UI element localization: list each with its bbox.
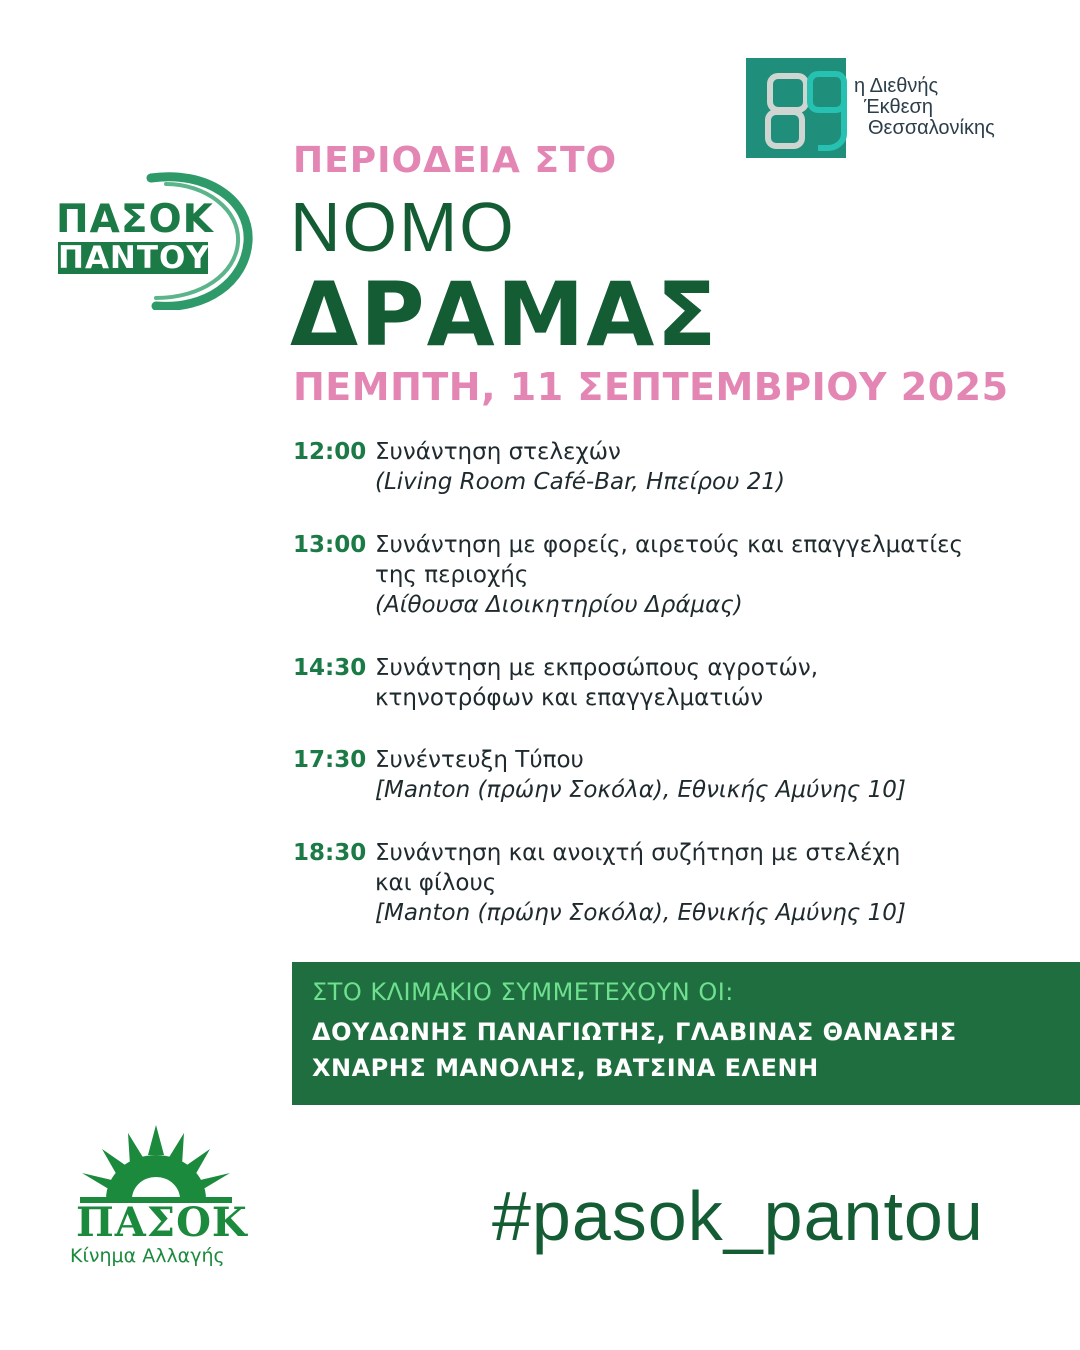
hashtag: #pasok_pantou bbox=[492, 1177, 984, 1255]
sun-icon bbox=[76, 1125, 236, 1203]
badge-line2: ΠΑΝΤΟΥ bbox=[58, 240, 210, 276]
tif-line1: η Διεθνής bbox=[854, 75, 939, 97]
event-title-cont: κτηνοτρόφων και επαγγελματιών bbox=[375, 685, 764, 711]
event-time: 12:00 bbox=[293, 439, 367, 465]
participants-names bbox=[312, 1014, 957, 1086]
event-time: 14:30 bbox=[293, 655, 367, 681]
event-time: 17:30 bbox=[293, 747, 367, 773]
participants-line2: ΧΝΑΡΗΣ ΜΑΝΟΛΗΣ, ΒΑΤΣΙΝΑ ΕΛΕΝΗ bbox=[312, 1054, 819, 1082]
pasok-logo bbox=[68, 1125, 248, 1275]
date-label: ΠΕΜΠΤΗ, 11 ΣΕΠΤΕΜΒΡΙΟΥ 2025 bbox=[293, 365, 1009, 409]
event-title: Συνάντηση με εκπροσώπους αγροτών, bbox=[375, 655, 819, 681]
pasok-pantou-badge bbox=[56, 170, 256, 310]
participants-heading: ΣΤΟ ΚΛΙΜΑΚΙΟ ΣΥΜΜΕΤΕΧΟΥΝ ΟΙ: bbox=[312, 978, 734, 1006]
region-label: ΝΟΜΟ bbox=[290, 188, 516, 266]
city-label: ΔΡΑΜΑΣ bbox=[290, 263, 719, 366]
event-title: Συνάντηση με φορείς, αιρετούς και επαγγελματίες bbox=[375, 532, 964, 558]
participants-box bbox=[292, 962, 1080, 1105]
event-title: Συνέντευξη Τύπου bbox=[375, 747, 584, 773]
event-location: [Manton (πρώην Σοκόλα), Εθνικής Αμύνης 10] bbox=[375, 900, 906, 926]
event-location: (Αίθουσα Διοικητηρίου Δράμας) bbox=[375, 592, 743, 618]
tif-line3: Θεσσαλονίκης bbox=[868, 117, 995, 139]
tif-logo bbox=[746, 58, 1026, 160]
event-title-cont: της περιοχής bbox=[375, 562, 529, 588]
badge-line1: ΠΑΣΟΚ bbox=[56, 197, 214, 242]
tif-line2: Έκθεση bbox=[864, 96, 933, 118]
event-title: Συνάντηση στελεχών bbox=[375, 439, 621, 465]
participants-line1: ΔΟΥΔΩΝΗΣ ΠΑΝΑΓΙΩΤΗΣ, ΓΛΑΒΙΝΑΣ ΘΑΝΑΣΗΣ bbox=[312, 1018, 957, 1046]
event-time: 13:00 bbox=[293, 532, 367, 558]
tif-text bbox=[854, 76, 995, 139]
tour-label: ΠΕΡΙΟΔΕΙΑ ΣΤΟ bbox=[293, 140, 618, 181]
pasok-subtitle: Κίνημα Αλλαγής bbox=[70, 1245, 225, 1267]
event-location: [Manton (πρώην Σοκόλα), Εθνικής Αμύνης 10] bbox=[375, 777, 906, 803]
tif-89-icon bbox=[764, 68, 854, 154]
event-title-cont: και φίλους bbox=[375, 870, 497, 896]
event-time: 18:30 bbox=[293, 840, 367, 866]
event-location: (Living Room Café-Bar, Ηπείρου 21) bbox=[375, 469, 785, 495]
pasok-wordmark: ΠΑΣΟΚ bbox=[76, 1199, 248, 1246]
event-title: Συνάντηση και ανοιχτή συζήτηση με στελέχη bbox=[375, 840, 901, 866]
